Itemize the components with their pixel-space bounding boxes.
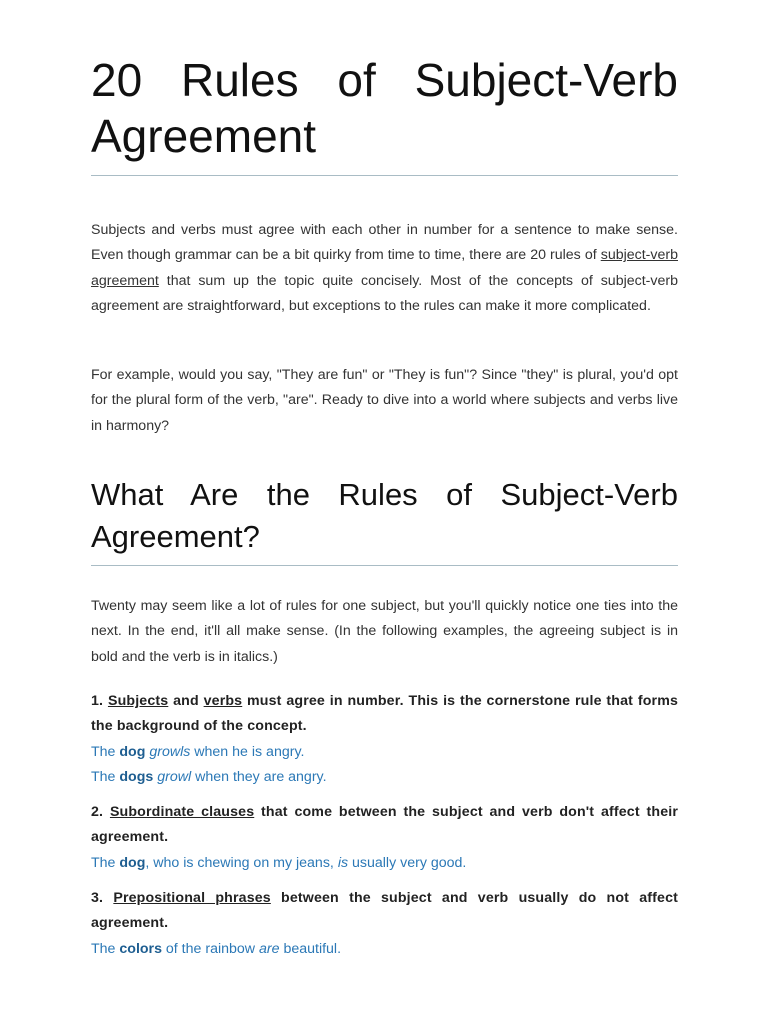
example-subject: dogs bbox=[119, 768, 154, 785]
rule-1 bbox=[91, 689, 678, 790]
rule-2-statement: that come between the subject and verb don't affect their agreement. bbox=[91, 804, 679, 846]
page-title: 20 Rules of Subject-Verb Agreement bbox=[91, 54, 678, 162]
intro-paragraph-2: For example, would you say, "They are fun" or "They is fun"? Since "they" is plural, you'd opt for the plural form of the verb, "are". Ready to dive into a world where subjects and verbs live in harmony? bbox=[91, 367, 678, 434]
section-intro: Twenty may seem like a lot of rules for one subject, but you'll quickly notice one ties into the next. In the end, it'll all make sense. (In the following examples, the agreeing subject is in bold and the verb is in italics.) bbox=[91, 598, 678, 665]
rule-2-text bbox=[91, 804, 678, 845]
subject-verb-agreement-link[interactable]: subject-verb agreement bbox=[91, 247, 678, 289]
intro-text-end: that sum up the topic quite concisely. Most of the concepts of subject-verb agreement are straightforward, but exceptions to the rules can make it more complicated. bbox=[91, 272, 678, 314]
example-text: of the rainbow bbox=[161, 940, 259, 957]
rule-3-number: 3. bbox=[91, 890, 104, 906]
rule-1-statement: must agree in number. This is the cornerstone rule that forms the background of the concept. bbox=[91, 693, 679, 735]
rule-3-example-1 bbox=[91, 937, 678, 962]
rule-1-and: and bbox=[173, 693, 199, 709]
rule-1-number: 1. bbox=[91, 693, 104, 709]
example-text: The bbox=[91, 768, 120, 785]
rule-2 bbox=[91, 800, 678, 876]
rule-3-statement: between the subject and verb usually do not affect agreement. bbox=[91, 890, 678, 932]
example-text: The bbox=[91, 743, 120, 760]
rule-3 bbox=[91, 886, 678, 962]
rule-1-example-2 bbox=[91, 765, 678, 790]
prepositional-phrases-link[interactable]: Prepositional phrases bbox=[113, 890, 271, 906]
rule-1-example-1 bbox=[91, 740, 678, 765]
example-verb: is bbox=[337, 854, 349, 871]
section-divider bbox=[91, 565, 678, 566]
example-text: when they are angry. bbox=[191, 768, 327, 785]
example-verb: are bbox=[258, 940, 280, 957]
example-text: usually very good. bbox=[348, 854, 467, 871]
example-text: The bbox=[91, 940, 120, 957]
subjects-link[interactable]: Subjects bbox=[107, 693, 169, 709]
example-subject: colors bbox=[119, 940, 162, 957]
title-divider bbox=[91, 175, 678, 176]
rule-2-example-1 bbox=[91, 851, 678, 876]
example-text: when he is angry. bbox=[190, 743, 305, 760]
example-text: , who is chewing on my jeans, bbox=[145, 854, 338, 871]
rule-1-text bbox=[91, 693, 678, 734]
intro-text-start: Subjects and verbs must agree with each other in number for a sentence to make sense. Even though grammar can be a bit quirky from time to time, there are 20 rules of bbox=[91, 222, 678, 264]
rule-2-number: 2. bbox=[91, 804, 104, 820]
example-subject: dog bbox=[119, 854, 146, 871]
rule-3-text bbox=[91, 890, 678, 931]
example-subject: dog bbox=[119, 743, 146, 760]
intro-paragraph-1 bbox=[91, 218, 678, 319]
example-verb: growl bbox=[157, 768, 192, 785]
example-text: The bbox=[91, 854, 120, 871]
example-verb: growls bbox=[149, 743, 191, 760]
verbs-link[interactable]: verbs bbox=[203, 693, 243, 709]
section-heading: What Are the Rules of Subject-Verb Agreement? bbox=[91, 477, 678, 554]
example-text: beautiful. bbox=[279, 940, 342, 957]
subordinate-clauses-link[interactable]: Subordinate clauses bbox=[109, 804, 255, 820]
